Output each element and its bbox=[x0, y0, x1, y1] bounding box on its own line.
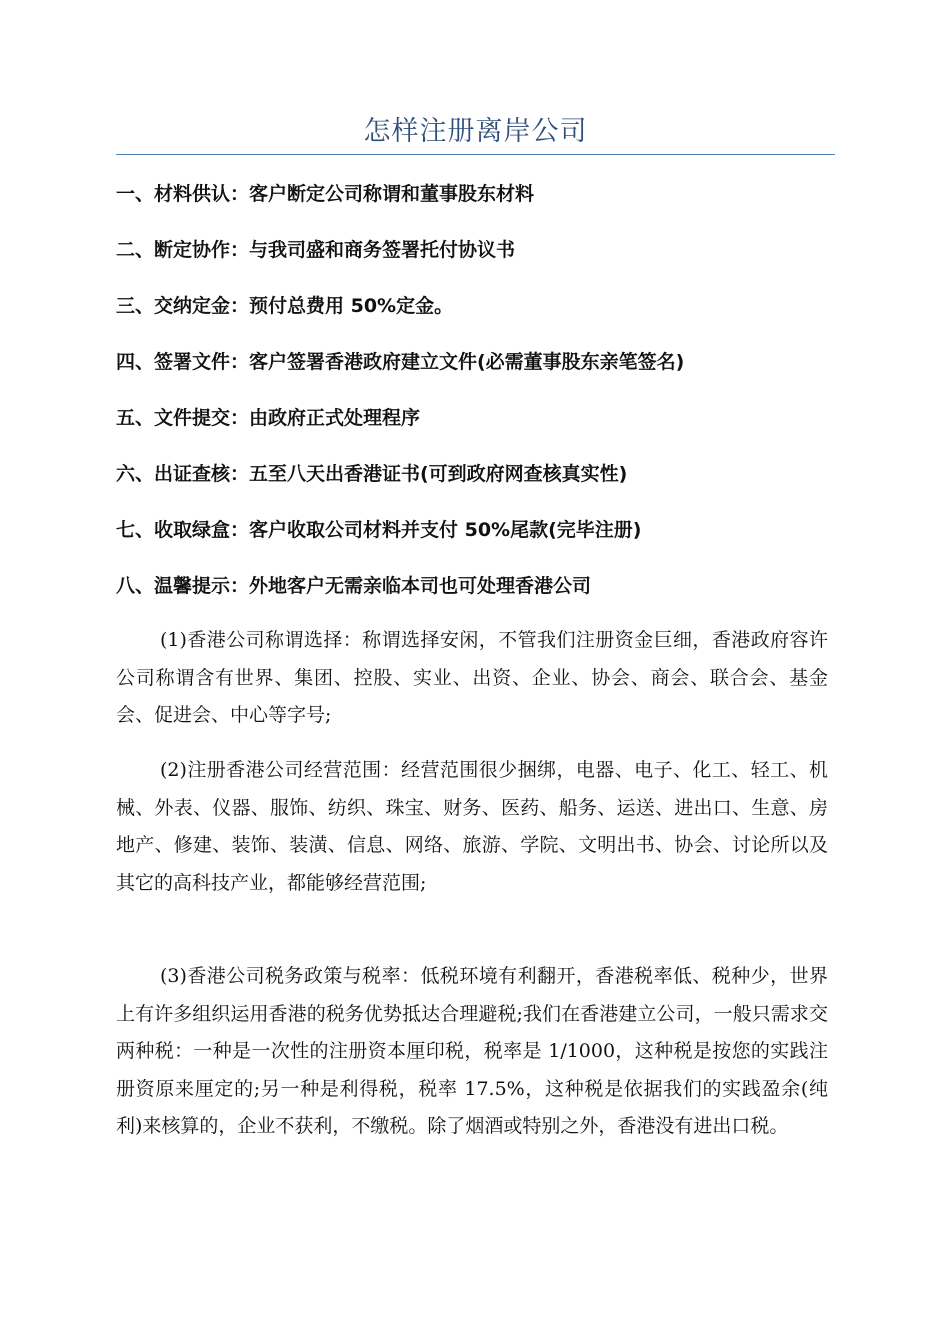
step-item: 七、收取绿盒：客户收取公司材料并支付 50%尾款(完毕注册) bbox=[116, 519, 642, 541]
step-item: 三、交纳定金：预付总费用 50%定金。 bbox=[116, 295, 454, 317]
paragraph-company-name: (1)香港公司称谓选择：称谓选择安闲，不管我们注册资金巨细，香港政府容许公司称谓含有世界、集团、控股、实业、出资、企业、协会、商会、联合会、基金会、促进会、中心等字号; bbox=[116, 629, 828, 727]
step-item: 八、温馨提示：外地客户无需亲临本司也可处理香港公司 bbox=[116, 575, 592, 597]
step-item: 二、断定协作：与我司盛和商务签署托付协议书 bbox=[116, 239, 516, 261]
paragraph-tax-policy: (3)香港公司税务政策与税率：低税环境有利翻开，香港税率低、税种少，世界上有许多组织运用香港的税务优势抵达合理避税;我们在香港建立公司，一般只需求交两种税：一种是一次性的注册资本厘印税，税率是 1/1000，这种税是按您的实践注册资原来厘定的;另一种是利得税，税率 17.5%，这种税是依据我们的实践盈余(纯利)来核算的，企业不获利，不缴税。除了烟酒或特别之外，香港没有进出口税。 bbox=[116, 965, 828, 1138]
step-item: 五、文件提交：由政府正式处理程序 bbox=[116, 407, 421, 429]
registration-steps-list bbox=[116, 177, 835, 625]
title-underline bbox=[116, 154, 835, 155]
document-title: 怎样注册离岸公司 bbox=[363, 116, 588, 147]
step-item: 六、出证查核：五至八天出香港证书(可到政府网查核真实性) bbox=[116, 463, 628, 485]
step-item: 一、材料供认：客户断定公司称谓和董事股东材料 bbox=[116, 183, 535, 205]
step-item: 四、签署文件：客户签署香港政府建立文件(必需董事股东亲笔签名) bbox=[116, 351, 685, 373]
paragraph-business-scope: (2)注册香港公司经营范围：经营范围很少捆绑，电器、电子、化工、轻工、机械、外表、仪器、服饰、纺织、珠宝、财务、医药、船务、运送、进出口、生意、房地产、修建、装饰、装潢、信息、网络、旅游、学院、文明出书、协会、讨论所以及其它的高科技产业，都能够经营范围; bbox=[116, 759, 828, 894]
